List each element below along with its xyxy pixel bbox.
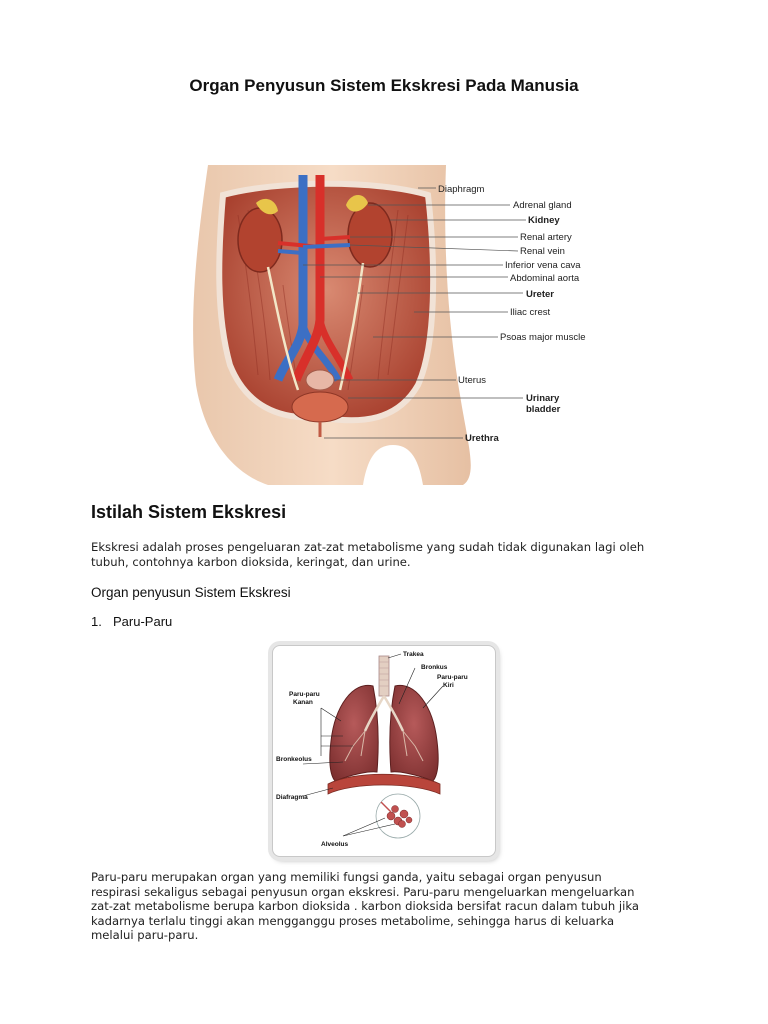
right-kidney (348, 203, 392, 267)
subheading: Organ penyusun Sistem Ekskresi (91, 585, 291, 600)
lung-paragraph (91, 870, 678, 943)
label-urinary: Urinary (526, 393, 560, 404)
intro-line: tubuh, contohnya karbon dioksida, keringat, dan urine. (91, 554, 411, 569)
list-item-label: Paru-Paru (113, 614, 173, 629)
label-abdominal-aorta: Abdominal aorta (510, 273, 580, 284)
excretory-system-illustration (178, 155, 608, 490)
label-diafragma: Diafragma (276, 794, 308, 801)
label-renal-artery: Renal artery (520, 232, 572, 243)
lung-paragraph-line: respirasi sekaligus sebagai penyusun organ ekskresi. Paru-paru mengeluarkan mengeluarkan (91, 884, 635, 899)
lung-illustration (272, 645, 496, 857)
label-paru-kiri: Paru-paru (437, 674, 468, 681)
lung-paragraph-line: zat-zat metabolisme berupa karbon dioksida . karbon dioksida bersifat racun dalam tubuh jika (91, 899, 639, 913)
lung-paragraph-line: Paru-paru merupakan organ yang memiliki fungsi ganda, yaitu sebagai organ penyusun (91, 870, 602, 884)
label-paru-kanan: Paru-paru (289, 691, 320, 698)
label-iliac-crest: Iliac crest (510, 307, 551, 318)
right-lung (330, 685, 378, 781)
label-trakea: Trakea (403, 651, 424, 658)
label-urethra: Urethra (465, 433, 499, 444)
label-bronkeolus: Bronkeolus (276, 756, 312, 763)
label-inferior-vena-cava: Inferior vena cava (505, 260, 581, 271)
label-renal-vein: Renal vein (520, 246, 565, 257)
alveolus-inset (376, 794, 420, 838)
page-title: Organ Penyusun Sistem Ekskresi Pada Manusia (189, 76, 579, 95)
left-kidney (238, 208, 282, 272)
label-uterus: Uterus (458, 375, 486, 386)
urinary-bladder (292, 392, 348, 422)
list-item-paru-paru (91, 614, 172, 629)
intro-paragraph (91, 540, 678, 569)
label-alveolus: Alveolus (321, 841, 349, 848)
left-lung (390, 685, 438, 781)
section-heading: Istilah Sistem Ekskresi (91, 502, 287, 522)
intro-line: Ekskresi adalah proses pengeluaran zat-zat metabolisme yang sudah tidak digunakan lagi oleh (91, 540, 645, 554)
label-bladder: bladder (526, 404, 561, 415)
label-kidney: Kidney (528, 215, 560, 226)
uterus (306, 370, 334, 390)
label-bronkus: Bronkus (421, 664, 448, 671)
label-paru-kiri-2: Kiri (443, 682, 454, 689)
label-adrenal-gland: Adrenal gland (513, 200, 572, 211)
label-psoas-major-muscle: Psoas major muscle (500, 332, 586, 343)
label-paru-kanan-2: Kanan (293, 699, 313, 706)
label-diaphragm: Diaphragm (438, 184, 485, 195)
label-ureter: Ureter (526, 289, 554, 300)
lung-paragraph-line: kadarnya terlalu tinggi akan mengganggu proses metabolime, sehingga harus di keluarka (91, 913, 615, 928)
lung-paragraph-line: melalui paru-paru. (91, 928, 199, 942)
list-item-number: 1. (91, 614, 102, 629)
